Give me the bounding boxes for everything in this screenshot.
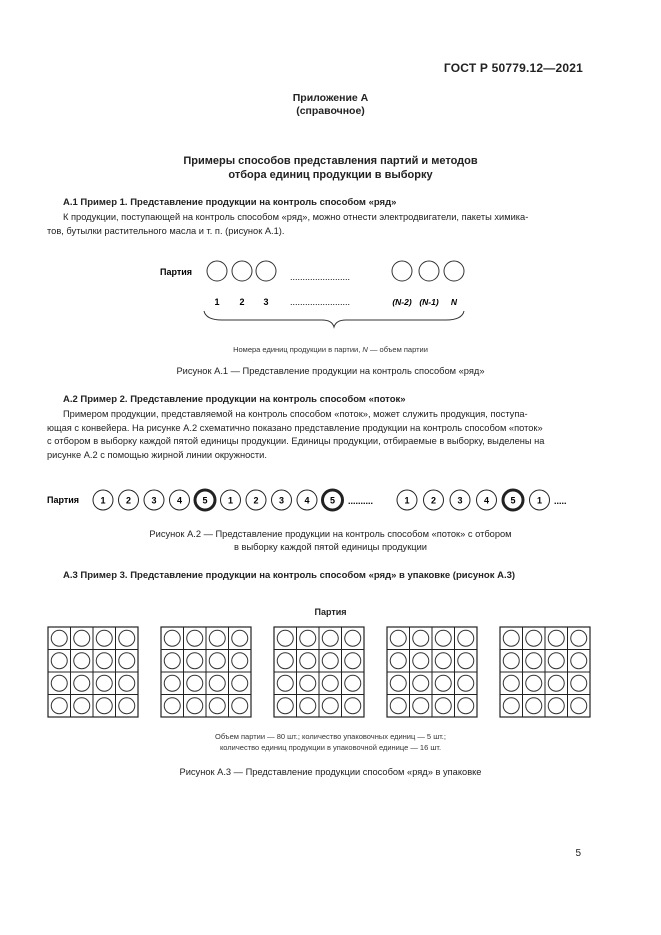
product-unit [187,698,203,714]
product-unit [300,675,316,691]
product-unit [164,675,180,691]
unit-number: 2 [125,495,132,506]
product-unit [277,630,293,646]
page-number: 5 [575,848,581,859]
unit-number: 4 [483,495,490,506]
unit-number: 3 [278,495,285,506]
figure-1-note-variable: N [362,345,368,354]
product-unit [413,698,429,714]
section-2-heading: А.2 Пример 2. Представление продукции на контроль способом «поток» [63,394,406,405]
figure-3-label: Партия [314,607,347,617]
section-1-line-2: тов, бутылки растительного масла и т. п. (рисунок А.1). [47,225,285,236]
product-unit [322,653,338,669]
product-unit [51,675,67,691]
annex-status: (справочное) [296,105,365,117]
figure-3 [0,625,661,725]
product-unit [209,630,225,646]
unit-number: 2 [430,495,437,506]
product-unit [571,653,587,669]
product-unit [345,698,361,714]
product-unit [413,630,429,646]
figure-2-caption-line-2: в выборку каждой пятой единицы продукции [234,542,427,552]
unit-number: 5 [329,495,336,506]
unit-number: 1 [227,495,234,506]
product-unit [119,653,135,669]
title-line-1: Примеры способов представления партий и методов [183,155,478,167]
product-unit [571,698,587,714]
product-unit [322,630,338,646]
product-unit [435,698,451,714]
product-unit [458,653,474,669]
section-2-line-2: ющая с конвейера. На рисунке А.2 схематично показано представление продукции на контроль способом «поток» [47,422,543,433]
unit-number: 3 [457,495,463,506]
figure-3-note-line-1: Объем партии — 80 шт.; количество упаковочных единиц — 5 шт.; [215,732,446,741]
product-unit [458,630,474,646]
product-unit [548,630,564,646]
product-unit [390,653,406,669]
product-unit [232,630,248,646]
unit-number: 1 [100,495,106,506]
unit-number: 2 [253,495,259,506]
product-unit [51,653,67,669]
product-unit [164,653,180,669]
product-unit [74,653,90,669]
product-unit [345,653,361,669]
product-unit [503,698,519,714]
product-unit [164,698,180,714]
product-unit [435,630,451,646]
product-unit [277,653,293,669]
product-unit [232,698,248,714]
product-unit [503,630,519,646]
figure-1-note [0,344,661,355]
figure-3-note-line-2: количество единиц продукции в упаковочной единице — 16 шт. [219,743,442,752]
product-unit [232,675,248,691]
product-unit [413,653,429,669]
unit-number: N [450,297,458,307]
product-unit [526,675,542,691]
section-2-line-1: Примером продукции, представляемой на контроль способом «поток», может служить продукция, поступа- [63,409,528,419]
product-unit [187,630,203,646]
standard-header: ГОСТ Р 50779.12—2021 [443,61,583,75]
product-unit [390,698,406,714]
product-unit [526,630,542,646]
brace [204,311,464,327]
figure-1-dots-top: ........................ [290,272,351,282]
product-unit [164,630,180,646]
section-1-text [47,211,585,238]
unit-number: 3 [263,297,269,307]
product-unit [300,698,316,714]
product-unit [96,630,112,646]
product-unit [444,261,464,281]
product-unit [435,653,451,669]
unit-number: 4 [304,495,310,506]
unit-number: 1 [404,495,410,506]
product-unit [345,630,361,646]
figure-1-caption: Рисунок А.1 — Представление продукции на контроль способом «ряд» [176,366,485,376]
product-unit [209,675,225,691]
document-title [0,154,661,182]
product-unit [74,630,90,646]
product-unit [322,675,338,691]
product-unit [119,675,135,691]
product-unit [119,698,135,714]
annex-title [0,92,661,118]
product-unit [207,261,227,281]
unit-number: 5 [202,495,208,506]
product-unit [209,698,225,714]
product-unit [119,630,135,646]
figure-1-note-text: Номера единиц продукции в партии, [233,345,361,354]
figure-2-label: Партия [47,495,80,505]
product-unit [458,698,474,714]
product-unit [526,698,542,714]
product-unit [232,261,252,281]
unit-number: 5 [510,495,516,506]
figure-1 [0,255,661,325]
section-2-text [47,408,585,462]
figure-2-caption-line-1: Рисунок А.2 — Представление продукции на контроль способом «поток» с отбором [149,529,512,539]
annex-label: Приложение А [292,92,369,104]
product-unit [548,698,564,714]
unit-number: 4 [176,495,183,506]
product-unit [277,675,293,691]
product-unit [392,261,412,281]
product-unit [390,675,406,691]
product-unit [300,630,316,646]
product-unit [74,675,90,691]
figure-1-dots-bottom: ........................ [290,297,351,307]
product-unit [96,675,112,691]
product-unit [419,261,439,281]
product-unit [277,698,293,714]
section-1-line-1: К продукции, поступающей на контроль способом «ряд», можно отнести электродвигатели, пакеты химика- [63,212,529,222]
unit-number: (N-1) [419,297,439,307]
product-unit [96,698,112,714]
product-unit [571,675,587,691]
section-3-heading: А.3 Пример 3. Представление продукции на контроль способом «ряд» в упаковке (рисунок А.3) [63,570,516,581]
product-unit [548,675,564,691]
unit-number: 3 [151,495,157,506]
figure-2-dots-mid: .......... [348,496,374,506]
figure-3-caption: Рисунок А.3 — Представление продукции способом «ряд» в упаковке [179,767,482,777]
unit-number: 2 [239,297,245,307]
product-unit [322,698,338,714]
product-unit [300,653,316,669]
product-unit [345,675,361,691]
product-unit [503,675,519,691]
product-unit [256,261,276,281]
figure-1-label: Партия [160,267,193,277]
product-unit [503,653,519,669]
figure-3-note [0,731,661,753]
product-unit [74,698,90,714]
product-unit [435,675,451,691]
product-unit [209,653,225,669]
product-unit [390,630,406,646]
unit-number: 1 [536,495,543,506]
product-unit [413,675,429,691]
figure-2-dots-end: ..... [554,496,567,506]
product-unit [571,630,587,646]
figure-2 [0,485,661,515]
unit-number: 1 [214,297,220,307]
product-unit [548,653,564,669]
product-unit [458,675,474,691]
product-unit [526,653,542,669]
figure-2-caption [0,528,661,554]
product-unit [96,653,112,669]
product-unit [232,653,248,669]
title-line-2: отбора единиц продукции в выборку [228,169,433,181]
unit-number: (N-2) [392,297,412,307]
product-unit [187,675,203,691]
product-unit [51,698,67,714]
section-2-line-3: с отбором в выборку каждой пятой единицы продукции. Единицы продукции, отбираемые в выборку, выделены на [47,436,545,447]
product-unit [187,653,203,669]
section-2-line-4: рисунке А.2 с помощью жирной линии окружности. [47,449,267,460]
product-unit [51,630,67,646]
figure-1-note-text-2: — объем партии [369,345,428,354]
section-1-heading: А.1 Пример 1. Представление продукции на контроль способом «ряд» [63,197,397,208]
